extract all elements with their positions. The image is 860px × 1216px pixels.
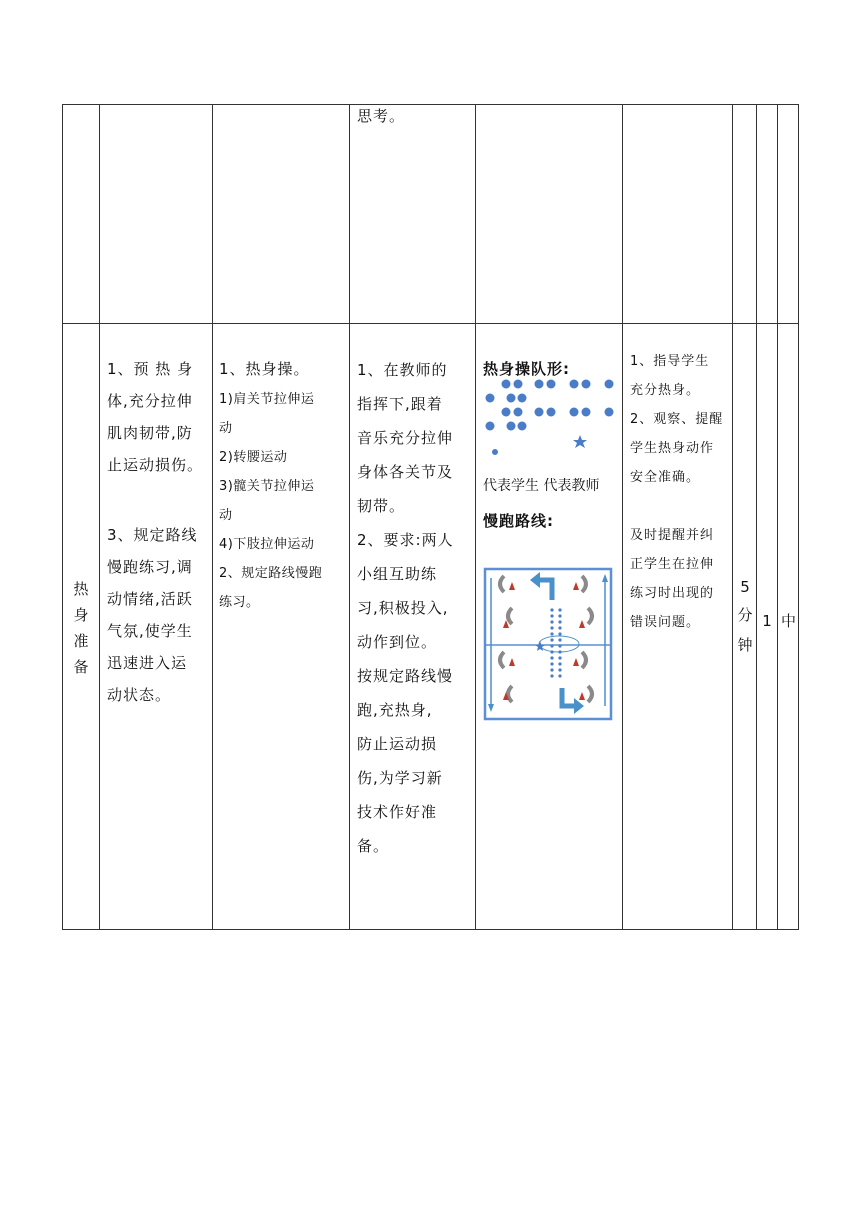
- table-bottom-border: [62, 929, 799, 930]
- col-border-0: [62, 104, 63, 930]
- section-label: 热 身 准 备: [73, 580, 89, 676]
- col-border-2: [212, 104, 213, 930]
- content-cell: 1、热身操。 1)肩关节拉伸运 动 2)转腰运动 3)髋关节拉伸运 动 4)下肢拉伸运动 2、规定路线慢跑 练习。: [219, 360, 323, 610]
- col-border-8: [777, 104, 778, 930]
- formation-title: 热身操队形:: [483, 360, 570, 378]
- col-border-7: [756, 104, 757, 930]
- student-dots: [486, 380, 614, 456]
- formation-diagram: [478, 372, 620, 462]
- formation-legend: 代表学生 代表教师: [483, 478, 600, 494]
- row1-student-text: 思考。: [357, 107, 406, 125]
- col-border-4: [475, 104, 476, 930]
- teacher-cell: 1、指导学生 充分热身。 2、观察、提醒 学生热身动作 安全准确。 及时提醒并纠 正学生在拉伸 练习时出现的 错误问题。: [630, 354, 724, 630]
- time-cell: 5 分 钟: [737, 578, 753, 654]
- col-border-6: [732, 104, 733, 930]
- teacher-star-icon: [573, 435, 587, 448]
- count-cell: 1: [762, 612, 772, 630]
- jogging-route-diagram: [482, 566, 614, 722]
- row-divider: [62, 323, 799, 324]
- student-cell: 1、在教师的 指挥下,跟着 音乐充分拉伸 身体各关节及 韧带。 2、要求:两人 小组互助练 习,积极投入, 动作到位。 按规定路线慢 跑,充热身, 防止运动损 伤,为学习新 技术作好准 备。: [357, 361, 454, 855]
- route-title: 慢跑路线:: [483, 512, 554, 530]
- col-border-5: [622, 104, 623, 930]
- goals-cell: 1、预 热 身 体,充分拉伸 肌肉韧带,防 止运动损伤。 3、规定路线 慢跑练习,调 动情绪,活跃 气氛,使学生 迅速进入运 动状态。: [107, 360, 204, 704]
- col-border-9: [798, 104, 799, 930]
- col-border-1: [99, 104, 100, 930]
- table-top-border: [62, 104, 799, 105]
- intensity-cell: 中: [780, 612, 796, 630]
- col-border-3: [349, 104, 350, 930]
